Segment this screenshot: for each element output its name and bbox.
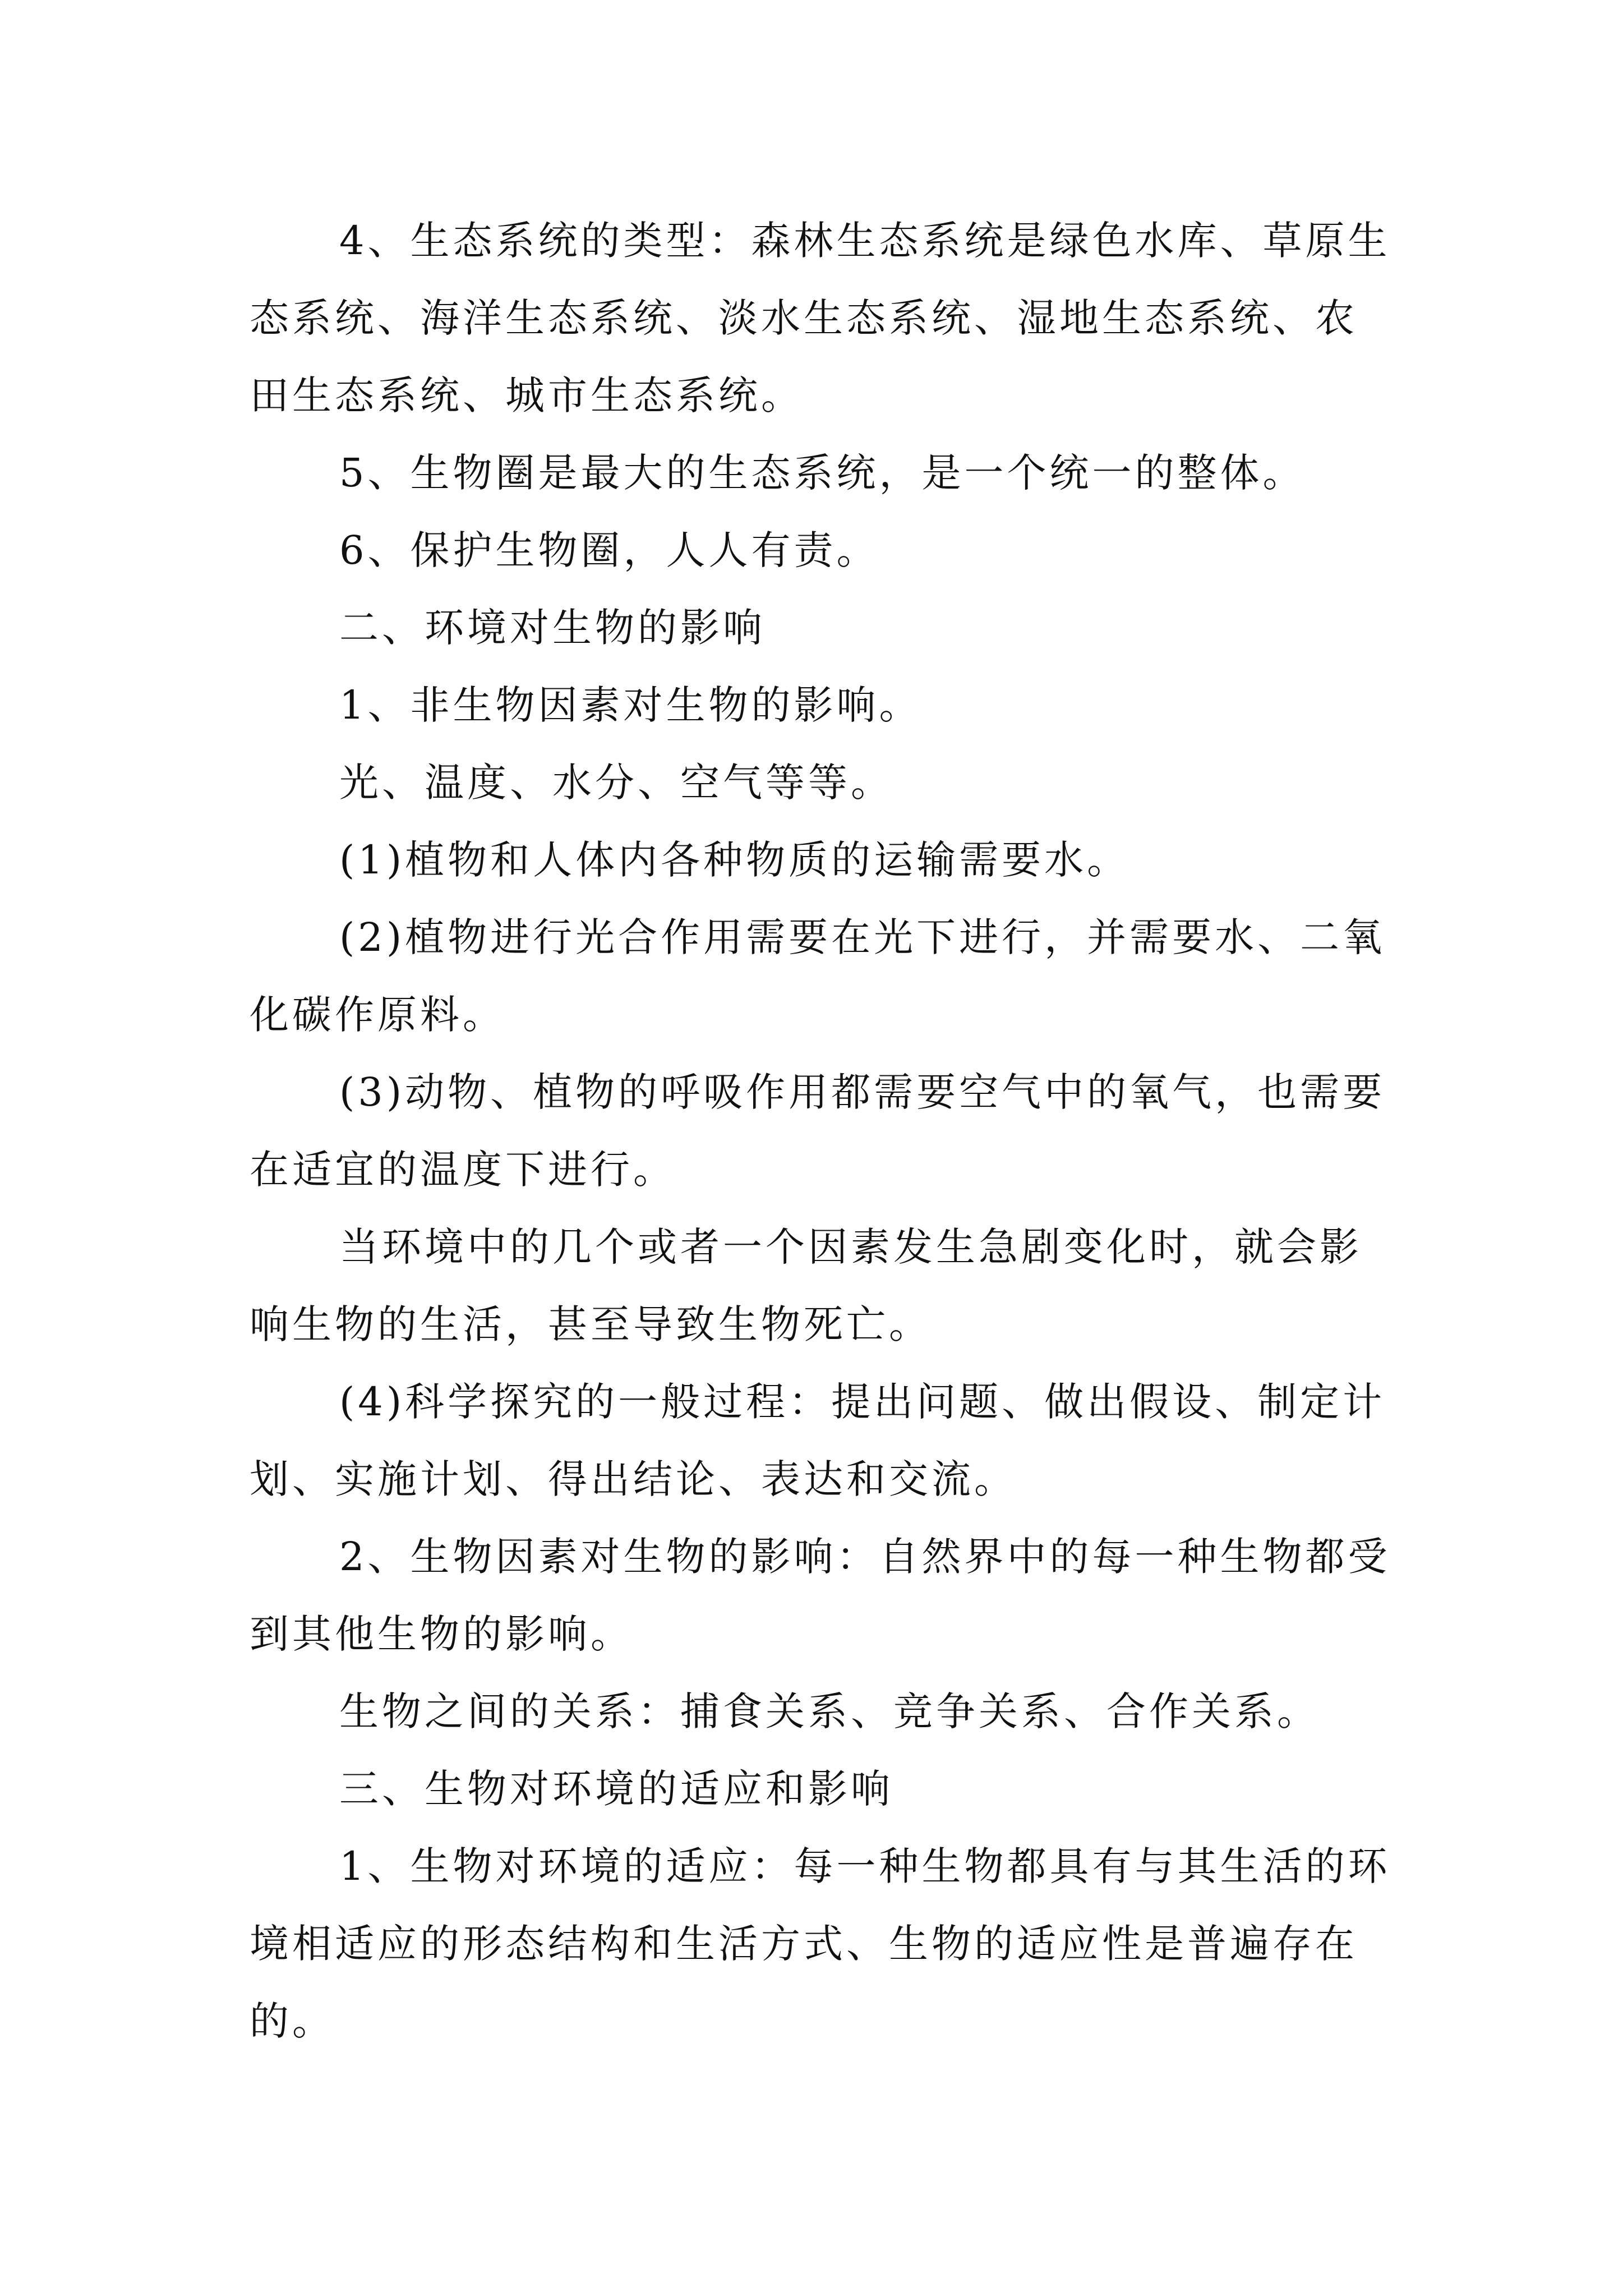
paragraph-item-4-scientific-inquiry: (4)科学探究的一般过程：提出问题、做出假设、制定计划、实施计划、得出结论、表达和交流。 (250, 1379, 1386, 1502)
paragraph-adaptation: 1、生物对环境的适应：每一种生物都具有与其生活的环境相适应的形态结构和生活方式、生物的适应性是普遍存在的。 (250, 1843, 1391, 2044)
paragraph-item-3-respiration: (3)动物、植物的呼吸作用都需要空气中的氧气，也需要在适宜的温度下进行。 (250, 1069, 1386, 1193)
paragraph-abiotic-factors: 1、非生物因素对生物的影响。 (339, 682, 922, 728)
paragraph-protect-biosphere: 6、保护生物圈，人人有责。 (339, 527, 879, 573)
paragraph-relationships: 生物之间的关系：捕食关系、竞争关系、合作关系。 (339, 1688, 1320, 1734)
paragraph-abiotic-examples: 光、温度、水分、空气等等。 (339, 760, 893, 806)
paragraph-item-1-water: (1)植物和人体内各种物质的运输需要水。 (339, 837, 1130, 883)
paragraph-biosphere-largest: 5、生物圈是最大的生态系统，是一个统一的整体。 (339, 450, 1306, 496)
section-heading-adaptation: 三、生物对环境的适应和影响 (339, 1766, 893, 1812)
paragraph-ecosystem-types: 4、生态系统的类型：森林生态系统是绿色水库、草原生态系统、海洋生态系统、淡水生态系统、湿地生态系统、农田生态系统、城市生态系统。 (250, 218, 1391, 418)
paragraph-item-2-photosynthesis: (2)植物进行光合作用需要在光下进行，并需要水、二氧化碳作原料。 (250, 914, 1386, 1038)
paragraph-environment-change: 当环境中的几个或者一个因素发生急剧变化时，就会影响生物的生活，甚至导致生物死亡。 (250, 1224, 1362, 1347)
document-body (250, 202, 1398, 2060)
section-heading-environment-effects: 二、环境对生物的影响 (339, 605, 766, 651)
paragraph-biotic-factors: 2、生物因素对生物的影响：自然界中的每一种生物都受到其他生物的影响。 (250, 1534, 1391, 1657)
